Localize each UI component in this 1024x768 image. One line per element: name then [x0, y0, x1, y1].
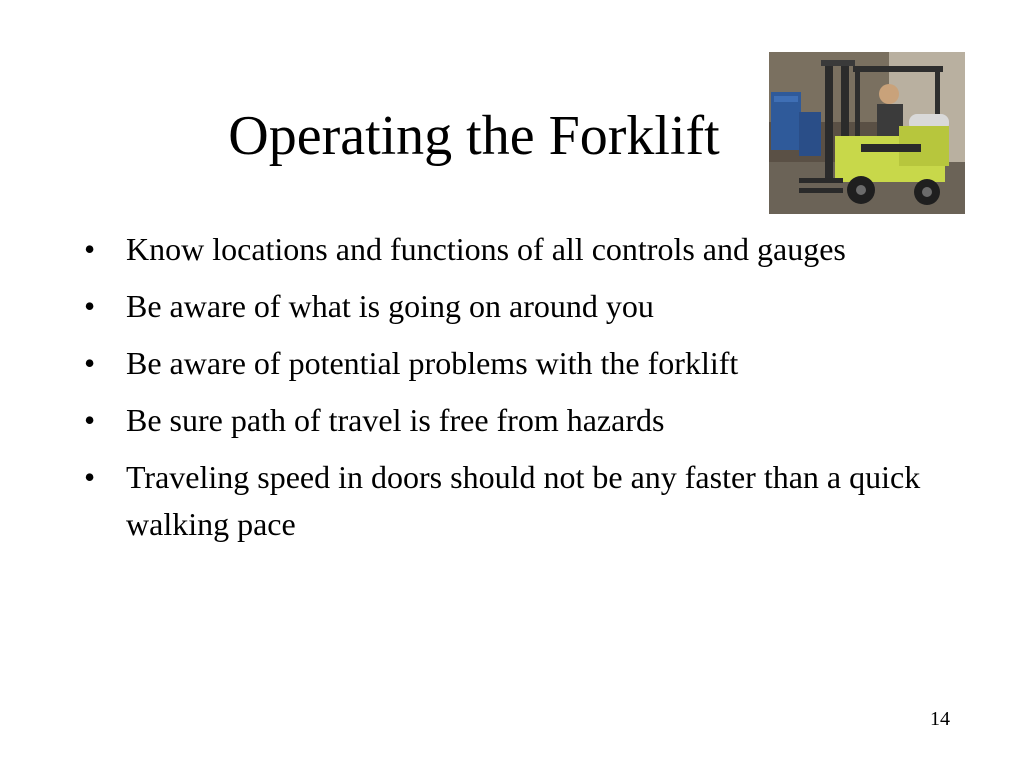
- bullet-text: Know locations and functions of all controls and gauges: [126, 231, 846, 267]
- bullet-item: [84, 226, 944, 273]
- forklift-photo: [769, 52, 965, 214]
- bullet-item: [84, 283, 944, 330]
- bullet-item: [84, 340, 944, 387]
- page-number: 14: [930, 708, 950, 730]
- bullet-marker: •: [84, 231, 96, 267]
- forklift-photo-image: [769, 52, 965, 214]
- bullet-text: Traveling speed in doors should not be any faster than a quick walking pace: [126, 459, 921, 542]
- bullet-marker: •: [84, 345, 96, 381]
- bullet-marker: •: [84, 459, 96, 495]
- slide-title: Operating the Forklift: [228, 105, 720, 167]
- bullet-marker: •: [84, 288, 96, 324]
- bullet-marker: •: [84, 402, 96, 438]
- bullet-list: [84, 226, 944, 558]
- bullet-text: Be aware of what is going on around you: [126, 288, 654, 324]
- bullet-item: [84, 397, 944, 444]
- bullet-item: [84, 454, 944, 548]
- bullet-text: Be aware of potential problems with the forklift: [126, 345, 739, 381]
- bullet-text: Be sure path of travel is free from hazards: [126, 402, 665, 438]
